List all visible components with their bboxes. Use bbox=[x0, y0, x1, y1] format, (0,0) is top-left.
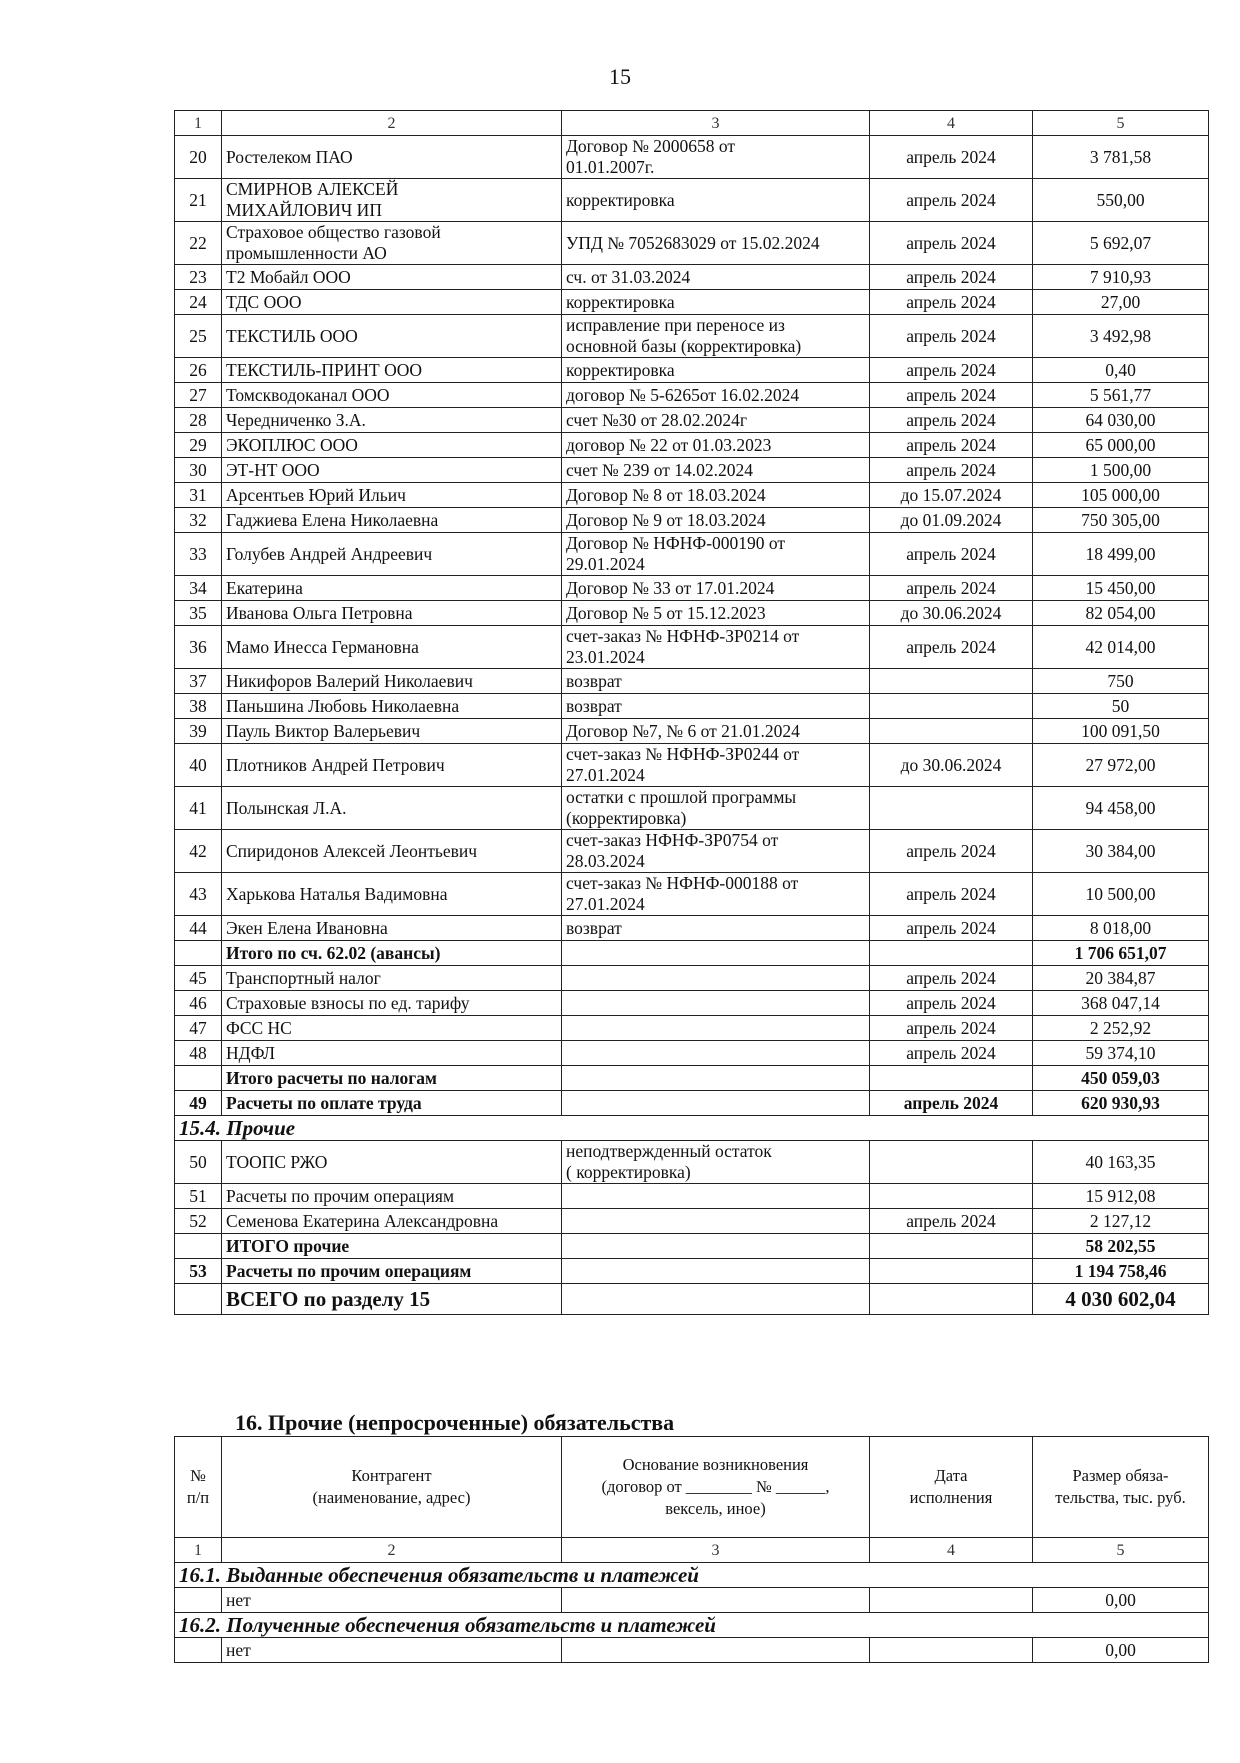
row-number-cell bbox=[175, 1638, 222, 1663]
amount-cell: 750 305,00 bbox=[1033, 508, 1209, 533]
counterparty-cell: ВСЕГО по разделу 15 bbox=[222, 1284, 562, 1315]
amount-cell: 42 014,00 bbox=[1033, 626, 1209, 669]
row-number-cell: 52 bbox=[175, 1209, 222, 1234]
basis-cell: счет-заказ НФНФ-ЗР0754 от 28.03.2024 bbox=[562, 830, 870, 873]
table-row bbox=[175, 433, 1209, 458]
due-date-cell: апрель 2024 bbox=[870, 533, 1033, 576]
amount-cell: 1 706 651,07 bbox=[1033, 941, 1209, 966]
due-date-cell bbox=[870, 1259, 1033, 1284]
due-date-cell: апрель 2024 bbox=[870, 136, 1033, 179]
due-date-cell: апрель 2024 bbox=[870, 458, 1033, 483]
basis-cell bbox=[562, 1638, 870, 1663]
row-number-cell: 23 bbox=[175, 265, 222, 290]
row-number-cell: 33 bbox=[175, 533, 222, 576]
row-number-cell: 53 bbox=[175, 1259, 222, 1284]
amount-cell: 58 202,55 bbox=[1033, 1234, 1209, 1259]
due-date-cell bbox=[870, 694, 1033, 719]
basis-cell bbox=[562, 1016, 870, 1041]
table-row bbox=[175, 265, 1209, 290]
row-number-cell: 37 bbox=[175, 669, 222, 694]
total-row bbox=[175, 1091, 1209, 1116]
amount-cell: 1 194 758,46 bbox=[1033, 1259, 1209, 1284]
other-obligations-table bbox=[174, 1436, 1209, 1663]
basis-cell: Договор № 5 от 15.12.2023 bbox=[562, 601, 870, 626]
section-heading-row bbox=[175, 1613, 1209, 1638]
table-row bbox=[175, 136, 1209, 179]
row-number-cell: 48 bbox=[175, 1041, 222, 1066]
counterparty-cell: ТДС ООО bbox=[222, 290, 562, 315]
due-date-cell: апрель 2024 bbox=[870, 830, 1033, 873]
amount-cell: 15 912,08 bbox=[1033, 1184, 1209, 1209]
counterparty-cell: Расчеты по оплате труда bbox=[222, 1091, 562, 1116]
basis-cell bbox=[562, 1209, 870, 1234]
table-row bbox=[175, 669, 1209, 694]
due-date-cell: до 01.09.2024 bbox=[870, 508, 1033, 533]
amount-cell: 2 127,12 bbox=[1033, 1209, 1209, 1234]
col-num-4: 4 bbox=[870, 111, 1033, 136]
basis-cell: Договор № 8 от 18.03.2024 bbox=[562, 483, 870, 508]
col-num-1: 1 bbox=[175, 111, 222, 136]
row-number-cell: 29 bbox=[175, 433, 222, 458]
amount-cell: 1 500,00 bbox=[1033, 458, 1209, 483]
amount-cell: 450 059,03 bbox=[1033, 1066, 1209, 1091]
table-row bbox=[175, 290, 1209, 315]
due-date-cell bbox=[870, 1184, 1033, 1209]
amount-cell: 82 054,00 bbox=[1033, 601, 1209, 626]
due-date-cell: апрель 2024 bbox=[870, 265, 1033, 290]
counterparty-cell: Томскводоканал ООО bbox=[222, 383, 562, 408]
table-row bbox=[175, 966, 1209, 991]
counterparty-cell: Никифоров Валерий Николаевич bbox=[222, 669, 562, 694]
basis-cell: возврат bbox=[562, 669, 870, 694]
due-date-cell: апрель 2024 bbox=[870, 873, 1033, 916]
basis-cell: Договор № НФНФ-000190 от 29.01.2024 bbox=[562, 533, 870, 576]
table-row bbox=[175, 408, 1209, 433]
row-number-cell: 45 bbox=[175, 966, 222, 991]
section-heading: 15.4. Прочие bbox=[175, 1116, 1209, 1141]
row-number-cell: 44 bbox=[175, 916, 222, 941]
table-row bbox=[175, 991, 1209, 1016]
counterparty-cell: Семенова Екатерина Александровна bbox=[222, 1209, 562, 1234]
amount-cell: 65 000,00 bbox=[1033, 433, 1209, 458]
due-date-cell: до 30.06.2024 bbox=[870, 601, 1033, 626]
due-date-cell: апрель 2024 bbox=[870, 966, 1033, 991]
basis-cell: счет №30 от 28.02.2024г bbox=[562, 408, 870, 433]
table-row bbox=[175, 1041, 1209, 1066]
section-16-title: 16. Прочие (непросроченные) обязательства bbox=[235, 1410, 675, 1435]
basis-cell: УПД № 7052683029 от 15.02.2024 bbox=[562, 222, 870, 265]
row-number-cell: 27 bbox=[175, 383, 222, 408]
amount-cell: 3 781,58 bbox=[1033, 136, 1209, 179]
counterparty-cell: Страховое общество газовой промышленности АО bbox=[222, 222, 562, 265]
row-number-cell: 42 bbox=[175, 830, 222, 873]
counterparty-cell: Расчеты по прочим операциям bbox=[222, 1259, 562, 1284]
row-number-cell: 22 bbox=[175, 222, 222, 265]
basis-cell bbox=[562, 1588, 870, 1613]
amount-cell: 620 930,93 bbox=[1033, 1091, 1209, 1116]
row-number-cell: 31 bbox=[175, 483, 222, 508]
amount-cell: 27 972,00 bbox=[1033, 744, 1209, 787]
due-date-cell: апрель 2024 bbox=[870, 222, 1033, 265]
counterparty-cell: ЭТ-НТ ООО bbox=[222, 458, 562, 483]
basis-cell: возврат bbox=[562, 694, 870, 719]
col-num-5: 5 bbox=[1033, 1538, 1209, 1563]
column-number-row bbox=[175, 111, 1209, 136]
amount-cell: 40 163,35 bbox=[1033, 1141, 1209, 1184]
page-number: 15 bbox=[609, 64, 631, 89]
counterparty-cell: ЭКОПЛЮС ООО bbox=[222, 433, 562, 458]
table-row bbox=[175, 1209, 1209, 1234]
due-date-cell: апрель 2024 bbox=[870, 991, 1033, 1016]
header-basis: Основание возникновения (договор от ________ № ______, вексель, иное) bbox=[562, 1437, 870, 1538]
table-row bbox=[175, 222, 1209, 265]
basis-cell: Договор №7, № 6 от 21.01.2024 bbox=[562, 719, 870, 744]
table-row bbox=[175, 179, 1209, 222]
counterparty-cell: Экен Елена Ивановна bbox=[222, 916, 562, 941]
counterparty-cell: Спиридонов Алексей Леонтьевич bbox=[222, 830, 562, 873]
row-number-cell: 51 bbox=[175, 1184, 222, 1209]
header-amount: Размер обяза- тельства, тыс. руб. bbox=[1033, 1437, 1209, 1538]
basis-cell bbox=[562, 966, 870, 991]
counterparty-cell: Итого по сч. 62.02 (авансы) bbox=[222, 941, 562, 966]
counterparty-cell: нет bbox=[222, 1638, 562, 1663]
table-row bbox=[175, 626, 1209, 669]
amount-cell: 100 091,50 bbox=[1033, 719, 1209, 744]
row-number-cell: 40 bbox=[175, 744, 222, 787]
basis-cell bbox=[562, 1091, 870, 1116]
row-number-cell: 28 bbox=[175, 408, 222, 433]
counterparty-cell: ТЕКСТИЛЬ ООО bbox=[222, 315, 562, 358]
table-row bbox=[175, 744, 1209, 787]
amount-cell: 15 450,00 bbox=[1033, 576, 1209, 601]
counterparty-cell: Мамо Инесса Германовна bbox=[222, 626, 562, 669]
due-date-cell: до 30.06.2024 bbox=[870, 744, 1033, 787]
due-date-cell: апрель 2024 bbox=[870, 408, 1033, 433]
column-number-row bbox=[175, 1538, 1209, 1563]
liabilities-table-section-15 bbox=[174, 110, 1209, 1315]
basis-cell: договор № 5-6265от 16.02.2024 bbox=[562, 383, 870, 408]
due-date-cell: апрель 2024 bbox=[870, 383, 1033, 408]
row-number-cell: 35 bbox=[175, 601, 222, 626]
amount-cell: 4 030 602,04 bbox=[1033, 1284, 1209, 1315]
due-date-cell: апрель 2024 bbox=[870, 1016, 1033, 1041]
table-row bbox=[175, 483, 1209, 508]
counterparty-cell: Чередниченко З.А. bbox=[222, 408, 562, 433]
counterparty-cell: нет bbox=[222, 1588, 562, 1613]
amount-cell: 5 692,07 bbox=[1033, 222, 1209, 265]
basis-cell: Договор № 9 от 18.03.2024 bbox=[562, 508, 870, 533]
table-row bbox=[175, 1588, 1209, 1613]
col-num-3: 3 bbox=[562, 1538, 870, 1563]
total-row bbox=[175, 941, 1209, 966]
counterparty-cell: ТЕКСТИЛЬ-ПРИНТ ООО bbox=[222, 358, 562, 383]
header-due-date: Дата исполнения bbox=[870, 1437, 1033, 1538]
due-date-cell bbox=[870, 1066, 1033, 1091]
counterparty-cell: ТООПС РЖО bbox=[222, 1141, 562, 1184]
row-number-cell: 25 bbox=[175, 315, 222, 358]
due-date-cell: апрель 2024 bbox=[870, 1209, 1033, 1234]
amount-cell: 94 458,00 bbox=[1033, 787, 1209, 830]
due-date-cell: апрель 2024 bbox=[870, 576, 1033, 601]
table-row bbox=[175, 719, 1209, 744]
amount-cell: 30 384,00 bbox=[1033, 830, 1209, 873]
basis-cell bbox=[562, 1184, 870, 1209]
table-row bbox=[175, 383, 1209, 408]
due-date-cell: апрель 2024 bbox=[870, 358, 1033, 383]
header-counterparty: Контрагент (наименование, адрес) bbox=[222, 1437, 562, 1538]
col-num-1: 1 bbox=[175, 1538, 222, 1563]
row-number-cell: 49 bbox=[175, 1091, 222, 1116]
due-date-cell bbox=[870, 941, 1033, 966]
due-date-cell bbox=[870, 1141, 1033, 1184]
amount-cell: 18 499,00 bbox=[1033, 533, 1209, 576]
table-row bbox=[175, 358, 1209, 383]
col-num-5: 5 bbox=[1033, 111, 1209, 136]
row-number-cell bbox=[175, 941, 222, 966]
amount-cell: 10 500,00 bbox=[1033, 873, 1209, 916]
due-date-cell: апрель 2024 bbox=[870, 433, 1033, 458]
due-date-cell bbox=[870, 1638, 1033, 1663]
col-num-2: 2 bbox=[222, 1538, 562, 1563]
basis-cell bbox=[562, 1259, 870, 1284]
row-number-cell: 26 bbox=[175, 358, 222, 383]
row-number-cell: 47 bbox=[175, 1016, 222, 1041]
row-number-cell: 36 bbox=[175, 626, 222, 669]
row-number-cell bbox=[175, 1066, 222, 1091]
counterparty-cell: Т2 Мобайл ООО bbox=[222, 265, 562, 290]
amount-cell: 20 384,87 bbox=[1033, 966, 1209, 991]
counterparty-cell: Арсентьев Юрий Ильич bbox=[222, 483, 562, 508]
total-row bbox=[175, 1234, 1209, 1259]
counterparty-cell: ФСС НС bbox=[222, 1016, 562, 1041]
table-row bbox=[175, 458, 1209, 483]
row-number-cell: 43 bbox=[175, 873, 222, 916]
due-date-cell: апрель 2024 bbox=[870, 626, 1033, 669]
amount-cell: 27,00 bbox=[1033, 290, 1209, 315]
amount-cell: 750 bbox=[1033, 669, 1209, 694]
col-num-3: 3 bbox=[562, 111, 870, 136]
counterparty-cell: ИТОГО прочие bbox=[222, 1234, 562, 1259]
table-row bbox=[175, 576, 1209, 601]
section-heading: 16.2. Полученные обеспечения обязательств и платежей bbox=[175, 1613, 1209, 1638]
col-num-2: 2 bbox=[222, 111, 562, 136]
row-number-cell: 50 bbox=[175, 1141, 222, 1184]
basis-cell: счет № 239 от 14.02.2024 bbox=[562, 458, 870, 483]
due-date-cell: апрель 2024 bbox=[870, 315, 1033, 358]
amount-cell: 5 561,77 bbox=[1033, 383, 1209, 408]
counterparty-cell: Итого расчеты по налогам bbox=[222, 1066, 562, 1091]
due-date-cell: апрель 2024 bbox=[870, 1041, 1033, 1066]
row-number-cell bbox=[175, 1284, 222, 1315]
table-row bbox=[175, 1184, 1209, 1209]
counterparty-cell: Полынская Л.А. bbox=[222, 787, 562, 830]
table-row bbox=[175, 873, 1209, 916]
due-date-cell bbox=[870, 1234, 1033, 1259]
row-number-cell: 32 bbox=[175, 508, 222, 533]
col-num-4: 4 bbox=[870, 1538, 1033, 1563]
table-row bbox=[175, 916, 1209, 941]
amount-cell: 2 252,92 bbox=[1033, 1016, 1209, 1041]
basis-cell: возврат bbox=[562, 916, 870, 941]
due-date-cell: до 15.07.2024 bbox=[870, 483, 1033, 508]
basis-cell: Договор № 2000658 от 01.01.2007г. bbox=[562, 136, 870, 179]
counterparty-cell: Иванова Ольга Петровна bbox=[222, 601, 562, 626]
amount-cell: 8 018,00 bbox=[1033, 916, 1209, 941]
basis-cell bbox=[562, 1234, 870, 1259]
due-date-cell: апрель 2024 bbox=[870, 290, 1033, 315]
grand-total-row bbox=[175, 1284, 1209, 1315]
due-date-cell bbox=[870, 669, 1033, 694]
table-row bbox=[175, 694, 1209, 719]
due-date-cell bbox=[870, 719, 1033, 744]
basis-cell: договор № 22 от 01.03.2023 bbox=[562, 433, 870, 458]
counterparty-cell: Транспортный налог bbox=[222, 966, 562, 991]
due-date-cell bbox=[870, 1588, 1033, 1613]
counterparty-cell: Харькова Наталья Вадимовна bbox=[222, 873, 562, 916]
due-date-cell: апрель 2024 bbox=[870, 179, 1033, 222]
amount-cell: 0,00 bbox=[1033, 1588, 1209, 1613]
table-row bbox=[175, 787, 1209, 830]
due-date-cell bbox=[870, 787, 1033, 830]
amount-cell: 0,00 bbox=[1033, 1638, 1209, 1663]
table-row bbox=[175, 508, 1209, 533]
column-header-row bbox=[175, 1437, 1209, 1538]
counterparty-cell: Пауль Виктор Валерьевич bbox=[222, 719, 562, 744]
amount-cell: 3 492,98 bbox=[1033, 315, 1209, 358]
table-row bbox=[175, 601, 1209, 626]
row-number-cell: 30 bbox=[175, 458, 222, 483]
row-number-cell bbox=[175, 1588, 222, 1613]
row-number-cell bbox=[175, 1234, 222, 1259]
basis-cell bbox=[562, 991, 870, 1016]
amount-cell: 50 bbox=[1033, 694, 1209, 719]
row-number-cell: 21 bbox=[175, 179, 222, 222]
basis-cell: остатки с прошлой программы (корректировка) bbox=[562, 787, 870, 830]
amount-cell: 64 030,00 bbox=[1033, 408, 1209, 433]
counterparty-cell: Гаджиева Елена Николаевна bbox=[222, 508, 562, 533]
basis-cell bbox=[562, 941, 870, 966]
basis-cell bbox=[562, 1066, 870, 1091]
counterparty-cell: Страховые взносы по ед. тарифу bbox=[222, 991, 562, 1016]
row-number-cell: 24 bbox=[175, 290, 222, 315]
amount-cell: 0,40 bbox=[1033, 358, 1209, 383]
section-heading-row bbox=[175, 1563, 1209, 1588]
amount-cell: 7 910,93 bbox=[1033, 265, 1209, 290]
due-date-cell: апрель 2024 bbox=[870, 1091, 1033, 1116]
counterparty-cell: СМИРНОВ АЛЕКСЕЙ МИХАЙЛОВИЧ ИП bbox=[222, 179, 562, 222]
row-number-cell: 46 bbox=[175, 991, 222, 1016]
basis-cell: корректировка bbox=[562, 358, 870, 383]
basis-cell: сч. от 31.03.2024 bbox=[562, 265, 870, 290]
counterparty-cell: Расчеты по прочим операциям bbox=[222, 1184, 562, 1209]
due-date-cell: апрель 2024 bbox=[870, 916, 1033, 941]
basis-cell: корректировка bbox=[562, 290, 870, 315]
row-number-cell: 39 bbox=[175, 719, 222, 744]
amount-cell: 550,00 bbox=[1033, 179, 1209, 222]
section-heading-row bbox=[175, 1116, 1209, 1141]
basis-cell: исправление при переносе из основной базы (корректировка) bbox=[562, 315, 870, 358]
due-date-cell bbox=[870, 1284, 1033, 1315]
basis-cell: корректировка bbox=[562, 179, 870, 222]
counterparty-cell: НДФЛ bbox=[222, 1041, 562, 1066]
counterparty-cell: Екатерина bbox=[222, 576, 562, 601]
basis-cell: счет-заказ № НФНФ-ЗР0214 от 23.01.2024 bbox=[562, 626, 870, 669]
basis-cell: неподтвержденный остаток ( корректировка) bbox=[562, 1141, 870, 1184]
row-number-cell: 34 bbox=[175, 576, 222, 601]
basis-cell: счет-заказ № НФНФ-000188 от 27.01.2024 bbox=[562, 873, 870, 916]
amount-cell: 59 374,10 bbox=[1033, 1041, 1209, 1066]
table-row bbox=[175, 1638, 1209, 1663]
basis-cell bbox=[562, 1284, 870, 1315]
total-row bbox=[175, 1066, 1209, 1091]
table-row bbox=[175, 1016, 1209, 1041]
counterparty-cell: Голубев Андрей Андреевич bbox=[222, 533, 562, 576]
section-heading: 16.1. Выданные обеспечения обязательств и платежей bbox=[175, 1563, 1209, 1588]
row-number-cell: 41 bbox=[175, 787, 222, 830]
basis-cell bbox=[562, 1041, 870, 1066]
row-number-cell: 38 bbox=[175, 694, 222, 719]
table-row bbox=[175, 533, 1209, 576]
total-row bbox=[175, 1259, 1209, 1284]
row-number-cell: 20 bbox=[175, 136, 222, 179]
counterparty-cell: Паньшина Любовь Николаевна bbox=[222, 694, 562, 719]
basis-cell: счет-заказ № НФНФ-ЗР0244 от 27.01.2024 bbox=[562, 744, 870, 787]
table-row bbox=[175, 315, 1209, 358]
amount-cell: 105 000,00 bbox=[1033, 483, 1209, 508]
basis-cell: Договор № 33 от 17.01.2024 bbox=[562, 576, 870, 601]
table-row bbox=[175, 1141, 1209, 1184]
table-row bbox=[175, 830, 1209, 873]
counterparty-cell: Плотников Андрей Петрович bbox=[222, 744, 562, 787]
counterparty-cell: Ростелеком ПАО bbox=[222, 136, 562, 179]
header-number: № п/п bbox=[175, 1437, 222, 1538]
amount-cell: 368 047,14 bbox=[1033, 991, 1209, 1016]
